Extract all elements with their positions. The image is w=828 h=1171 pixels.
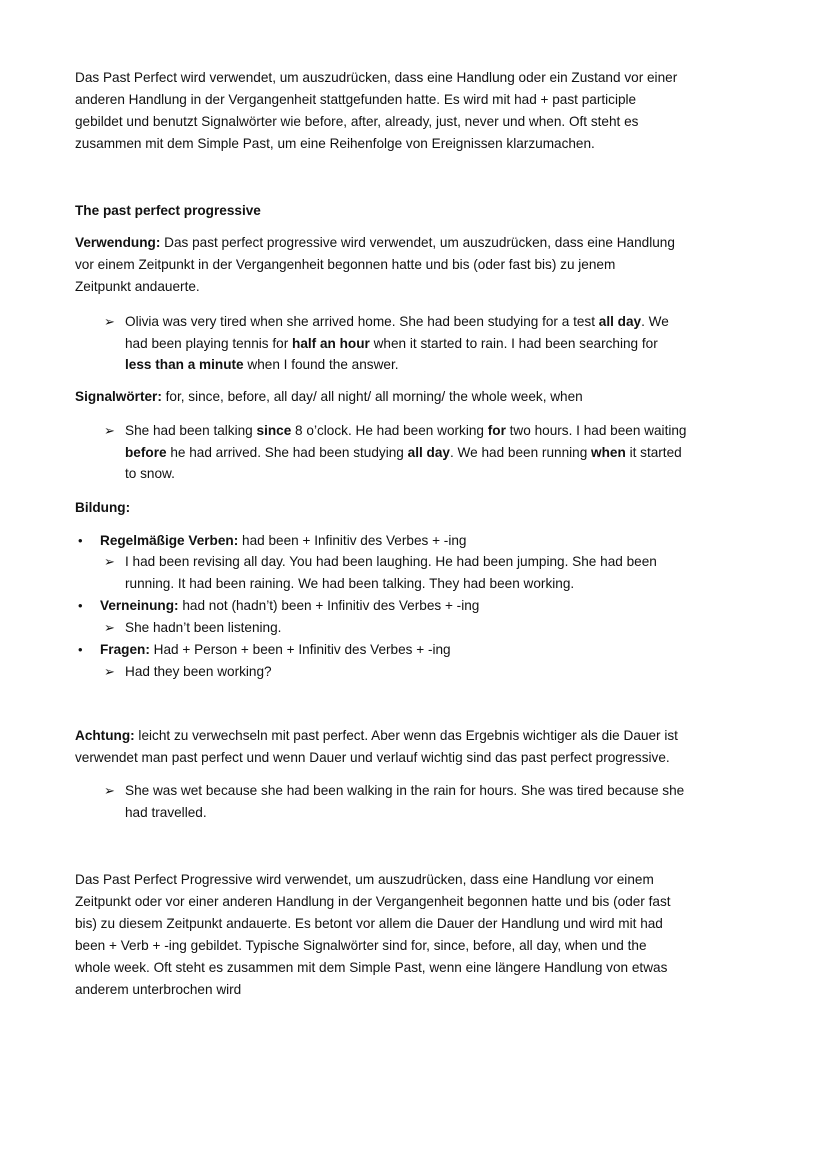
example-bullet-line xyxy=(125,619,281,637)
summary-paragraph-line xyxy=(75,959,667,977)
bold-text: Achtung: xyxy=(75,728,135,743)
dot-bullet-icon: • xyxy=(78,533,83,548)
text: he had arrived. She had been studying xyxy=(166,444,408,460)
text: two hours. I had been waiting xyxy=(505,423,687,438)
text: for, since, before, all day/ all night/ all morning/ the whole week, when xyxy=(161,389,583,404)
dot-bullet-icon: • xyxy=(78,598,83,613)
bold-text: when xyxy=(591,444,626,460)
text: had travelled. xyxy=(125,805,207,820)
text: anderem unterbrochen wird xyxy=(75,982,242,997)
arrow-bullet-icon: ➢ xyxy=(104,783,115,798)
intro-paragraph-line xyxy=(75,69,677,87)
text: She hadn’t been listening. xyxy=(125,620,282,635)
example-bullet-line xyxy=(125,465,175,483)
bold-text: since xyxy=(256,423,292,438)
text: gebildet und benutzt Signalwörter wie before, after, already, just, never und when. Oft steht es xyxy=(75,114,639,129)
text: had been + Infinitiv des Verbes + -ing xyxy=(238,533,467,548)
example-bullet-line xyxy=(125,553,657,571)
intro-paragraph-line xyxy=(75,91,636,109)
text: She was wet because she had been walking in the rain for hours. She was tired because she xyxy=(125,783,685,798)
bold-text: Verneinung: xyxy=(100,598,179,613)
text: I had been revising all day. You had been laughing. He had been jumping. She had been xyxy=(125,554,657,569)
text: anderen Handlung in der Vergangenheit stattgefunden hatte. Es wird mit had + past participle xyxy=(75,92,637,107)
arrow-bullet-icon: ➢ xyxy=(104,423,115,438)
summary-paragraph-line xyxy=(75,893,671,911)
bold-text: Regelmäßige Verben: xyxy=(100,533,239,548)
text: running. It had been raining. We had been talking. They had been working. xyxy=(125,575,575,591)
bold-text: Fragen: xyxy=(100,642,150,657)
example-bullet-line xyxy=(125,804,207,822)
list-item-verneinung-line xyxy=(100,597,479,615)
text: when it started to rain. I had been searching for xyxy=(369,335,658,351)
bold-text: Verwendung: xyxy=(75,235,161,250)
signalwoerter-paragraph-line xyxy=(75,388,583,406)
dot-bullet-icon: • xyxy=(78,642,83,657)
text: Had they been working? xyxy=(125,664,272,679)
text: . We xyxy=(641,314,669,329)
text: Zeitpunkt andauerte. xyxy=(75,279,200,294)
arrow-bullet-icon: ➢ xyxy=(104,664,115,679)
text: had been playing tennis for xyxy=(125,335,293,351)
text: 8 o’clock. He had been working xyxy=(291,423,488,438)
text: verwendet man past perfect und wenn Dauer und verlauf wichtig sind das past perfect progressive. xyxy=(75,750,670,765)
example-bullet-line xyxy=(125,356,399,374)
summary-paragraph-line xyxy=(75,981,241,999)
text: whole week. Oft steht es zusammen mit dem Simple Past, wenn eine längere Handlung von etwas xyxy=(75,960,668,975)
bold-text: The past perfect progressive xyxy=(75,203,261,218)
list-item-regelmaessige-verben-line xyxy=(100,532,466,550)
summary-paragraph-line xyxy=(75,915,663,933)
text: . We had been running xyxy=(449,444,592,460)
arrow-bullet-icon: ➢ xyxy=(104,314,115,329)
bold-text: for xyxy=(487,423,506,438)
verwendung-paragraph-line xyxy=(75,278,200,296)
achtung-paragraph-line xyxy=(75,749,670,767)
bildung-heading-line xyxy=(75,499,130,517)
bold-text: before xyxy=(125,444,167,460)
text: been + Verb + -ing gebildet. Typische Signalwörter sind for, since, before, all day, when und the xyxy=(75,938,647,953)
text: Zeitpunkt oder vor einer anderen Handlung in der Vergangenheit begonnen hatte und bis (oder fast xyxy=(75,894,671,909)
text: leicht zu verwechseln mit past perfect. Aber wenn das Ergebnis wichtiger als die Dauer ist xyxy=(134,728,678,743)
text: Das Past Perfect wird verwendet, um auszudrücken, dass eine Handlung oder ein Zustand vor einer xyxy=(75,70,678,85)
text: vor einem Zeitpunkt in der Vergangenheit begonnen hatte und bis (oder fast bis) zu jenem xyxy=(75,257,616,272)
text: Das past perfect progressive wird verwendet, um auszudrücken, dass eine Handlung xyxy=(160,235,675,250)
text: bis) zu diesem Zeitpunkt andauerte. Es betont vor allem die Dauer der Handlung und wird mit had xyxy=(75,916,663,931)
bold-text: all day xyxy=(407,444,450,460)
text: She had been talking xyxy=(125,423,257,438)
text: to snow. xyxy=(125,466,175,481)
text: had not (hadn’t) been + Infinitiv des Verbes + -ing xyxy=(178,598,480,613)
arrow-bullet-icon: ➢ xyxy=(104,554,115,569)
bold-text: Signalwörter: xyxy=(75,389,162,404)
text: when I found the answer. xyxy=(243,357,399,372)
achtung-paragraph-line xyxy=(75,727,678,745)
example-bullet-line xyxy=(125,575,574,593)
text: Das Past Perfect Progressive wird verwendet, um auszudrücken, dass eine Handlung vor einem xyxy=(75,872,654,887)
arrow-bullet-icon: ➢ xyxy=(104,620,115,635)
verwendung-paragraph-line xyxy=(75,256,615,274)
example-bullet-line xyxy=(125,422,686,440)
list-item-fragen-line xyxy=(100,641,451,659)
text: Had + Person + been + Infinitiv des Verbes + -ing xyxy=(149,642,451,657)
example-bullet-line xyxy=(125,663,272,681)
verwendung-paragraph-line xyxy=(75,234,675,252)
summary-paragraph-line xyxy=(75,871,654,889)
example-bullet-line xyxy=(125,335,658,353)
section-heading-line xyxy=(75,202,261,220)
intro-paragraph-line xyxy=(75,113,638,131)
summary-paragraph-line xyxy=(75,937,647,955)
text: it started xyxy=(625,444,682,460)
example-bullet-line xyxy=(125,782,684,800)
bold-text: Bildung: xyxy=(75,500,131,515)
text: Olivia was very tired when she arrived home. She had been studying for a test xyxy=(125,314,599,329)
bold-text: half an hour xyxy=(292,335,370,351)
text: zusammen mit dem Simple Past, um eine Reihenfolge von Ereignissen klarzumachen. xyxy=(75,136,595,151)
example-bullet-line xyxy=(125,444,682,462)
intro-paragraph-line xyxy=(75,135,595,153)
bold-text: all day xyxy=(598,314,642,329)
bold-text: less than a minute xyxy=(125,357,244,372)
example-bullet-line xyxy=(125,313,669,331)
